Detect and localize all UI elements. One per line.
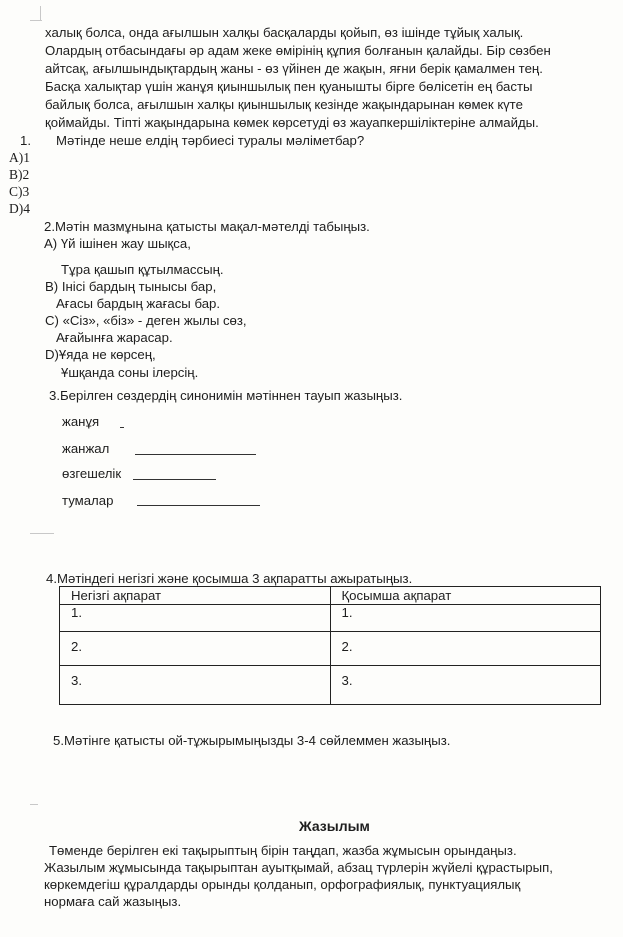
q2-line: Ағайынға жарасар. [56, 330, 173, 345]
q3-text: 3.Берілген сөздердің синонимін мәтіннен тауып жазыңыз. [49, 388, 403, 403]
table-cell[interactable]: 2. [330, 632, 601, 666]
q5-text: 5.Мәтінге қатысты ой-тұжырымыңызды 3-4 сөйлеммен жазыңыз. [53, 733, 451, 748]
answer-blank[interactable] [135, 454, 256, 455]
answer-blank[interactable] [137, 505, 260, 506]
answer-blank[interactable] [133, 479, 216, 480]
writing-line: нормаға сай жазыңыз. [44, 894, 182, 909]
q3-word: тумалар [62, 493, 114, 508]
intro-line: халық болса, онда ағылшын халқы басқаларды қойып, өз ішінде тұйық халық. [45, 25, 524, 40]
q3-word: жанжал [62, 441, 110, 456]
q2-line: Ұшқанда соны ілерсің. [61, 365, 199, 380]
writing-line: көркемдегіш құралдарды орынды қолданып, орфографиялық, пунктуациялық [44, 877, 521, 892]
writing-line: Төменде берілген екі тақырыптың бірін таңдап, жазба жұмысын орындаңыз. [49, 843, 517, 858]
writing-title: Жазылым [299, 818, 370, 834]
intro-line: Олардың отбасындағы әр адам жеке өмірінің құпия болғанын қалайды. Бір сөзбен [45, 43, 551, 58]
q2-line: C) «Сіз», «біз» - деген жылы сөз, [45, 313, 247, 328]
q3-word: өзгешелік [62, 466, 122, 481]
scan-mark [30, 533, 54, 534]
info-table [59, 586, 601, 705]
table-header-row [60, 587, 601, 605]
q2-text: 2.Мәтін мазмұнына қатысты мақал-мәтелді табыңыз. [44, 219, 370, 234]
intro-line: байлық болса, ағылшын халқы қиыншылық кезінде жақындарынан көмек күте [45, 97, 523, 112]
table-cell[interactable]: 2. [60, 632, 331, 666]
scan-mark [40, 6, 41, 20]
intro-line: айтсақ, ағылшындықтардың жаны - өз үйінен де жақын, яғни берік қамалмен тең. [45, 61, 543, 76]
q2-line: Ағасы бардың жағасы бар. [56, 296, 221, 311]
q2-line: Тұра қашып құтылмассың. [61, 262, 224, 277]
writing-line: Жазылым жұмысында тақырыптан ауытқымай, абзац түрлерін жүйелі құрастырып, [44, 860, 553, 875]
q1-number: 1. [20, 133, 31, 148]
table-cell[interactable]: 3. [330, 666, 601, 705]
table-cell[interactable]: 1. [60, 605, 331, 632]
header-main-info: Негізгі ақпарат [60, 587, 331, 605]
q1-option: C)3 [9, 184, 30, 199]
q2-line: D)Ұяда не көрсең, [45, 347, 156, 362]
q1-text: Мәтінде неше елдің тәрбиесі туралы мәліметбар? [56, 133, 365, 148]
q2-line: B) Інісі бардың тынысы бар, [45, 279, 217, 294]
table-row [60, 632, 601, 666]
scan-mark [30, 20, 42, 21]
q3-word: жанұя [62, 414, 100, 429]
q2-line: A) Үй ішінен жау шықса, [44, 236, 191, 251]
q4-text: 4.Мәтіндегі негізгі және қосымша 3 ақпаратты ажыратыңыз. [46, 571, 413, 586]
table-cell[interactable]: 1. [330, 605, 601, 632]
q1-option: B)2 [9, 167, 30, 182]
header-extra-info: Қосымша ақпарат [330, 587, 601, 605]
answer-blank[interactable] [120, 427, 124, 428]
intro-line: Басқа халықтар үшін жанұя қиыншылық пен қуанышты бірге бөлісетін ең басты [45, 79, 533, 94]
q1-option: A)1 [9, 150, 30, 165]
intro-line: қоймайды. Тіпті жақындарына көмек көрсетуді өз жауапкершіліктеріне алмайды. [45, 115, 539, 130]
table-row [60, 666, 601, 705]
table-cell[interactable]: 3. [60, 666, 331, 705]
q1-option: D)4 [9, 201, 30, 216]
table-row [60, 605, 601, 632]
scan-mark [30, 804, 38, 805]
